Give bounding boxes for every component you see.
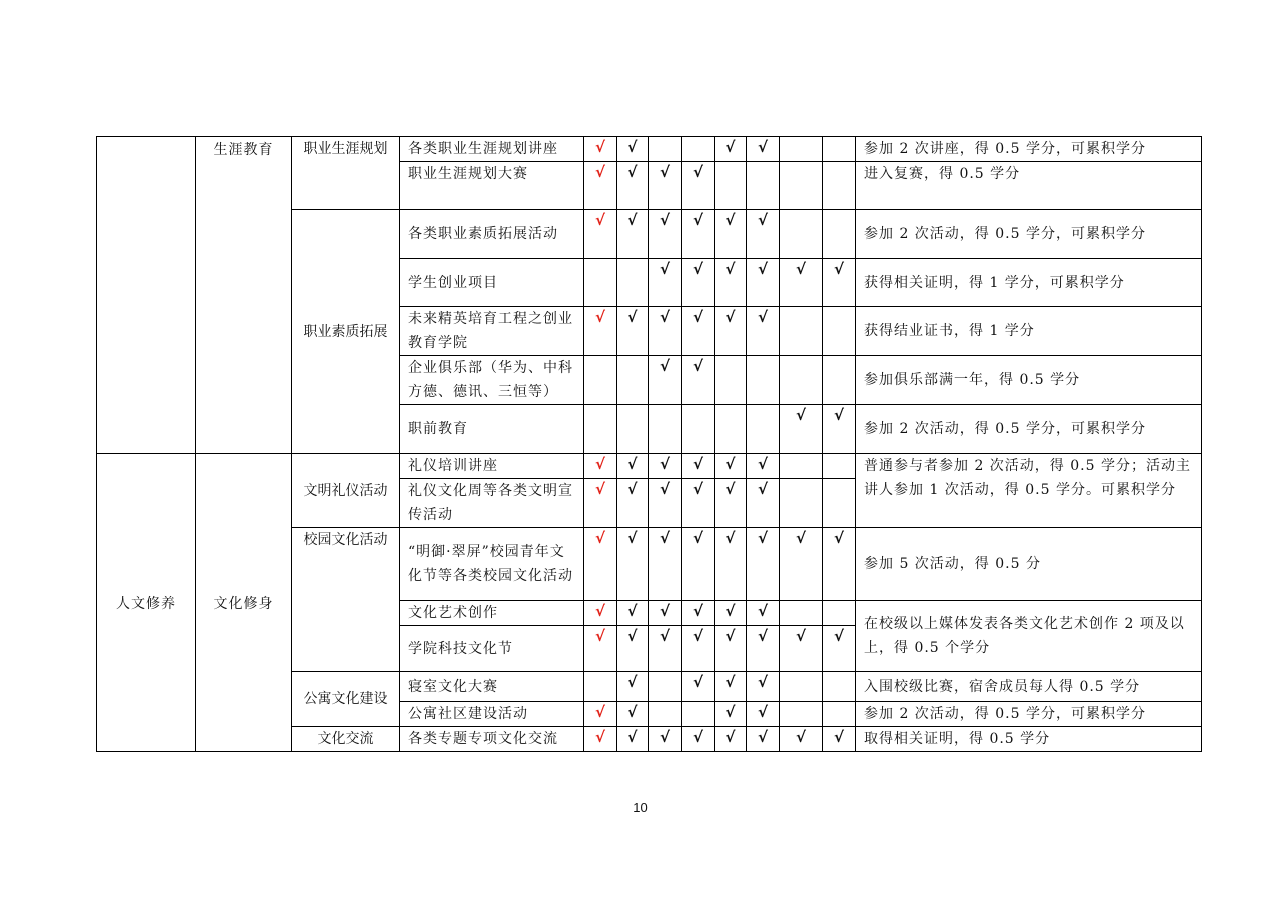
check-cell [823, 259, 856, 307]
check-mark-icon: √ [659, 308, 670, 326]
check-cell [682, 210, 715, 259]
check-cell [715, 479, 747, 528]
check-cell [584, 454, 617, 479]
check-mark-icon: √ [692, 308, 703, 326]
activity-item: 企业俱乐部（华为、中科方德、德讯、三恒等） [400, 356, 584, 405]
check-mark-icon: √ [833, 728, 844, 746]
category-level3-cell [292, 528, 400, 672]
check-mark-icon: √ [627, 138, 638, 156]
check-cell [780, 356, 823, 405]
check-cell [823, 528, 856, 601]
check-mark-icon: √ [757, 455, 768, 473]
check-mark-icon: √ [594, 529, 605, 547]
check-mark-icon: √ [692, 163, 703, 181]
check-mark-icon: √ [757, 627, 768, 645]
credit-rule: 获得结业证书，得 1 学分 [856, 307, 1202, 356]
check-mark-icon: √ [725, 703, 736, 721]
check-cell [823, 702, 856, 727]
check-cell [780, 528, 823, 601]
check-cell [584, 356, 617, 405]
activity-item: 职前教育 [400, 405, 584, 454]
check-mark-icon: √ [692, 480, 703, 498]
check-cell [780, 162, 823, 210]
check-mark-icon: √ [659, 480, 670, 498]
check-cell [780, 601, 823, 626]
check-cell [649, 137, 682, 162]
check-cell [823, 210, 856, 259]
check-cell [584, 626, 617, 672]
check-cell [584, 528, 617, 601]
check-mark-icon: √ [594, 627, 605, 645]
check-cell [584, 601, 617, 626]
check-mark-icon: √ [692, 529, 703, 547]
table-row [97, 137, 1202, 162]
check-cell [747, 137, 780, 162]
check-cell [715, 601, 747, 626]
check-cell [682, 672, 715, 702]
check-mark-icon: √ [692, 260, 703, 278]
check-cell [747, 454, 780, 479]
check-mark-icon: √ [725, 308, 736, 326]
check-cell [823, 626, 856, 672]
activity-item: 学院科技文化节 [400, 626, 584, 672]
credit-rule: 取得相关证明，得 0.5 学分 [856, 727, 1202, 752]
check-mark-icon: √ [627, 627, 638, 645]
check-cell [747, 405, 780, 454]
credit-rule: 普通参与者参加 2 次活动，得 0.5 学分；活动主讲人参加 1 次活动，得 0.5 学分。可累积学分 [856, 454, 1202, 528]
check-cell [682, 727, 715, 752]
check-mark-icon: √ [659, 455, 670, 473]
check-cell [682, 454, 715, 479]
check-cell [617, 307, 649, 356]
check-cell [780, 137, 823, 162]
category-level3-cell [292, 672, 400, 727]
check-cell [649, 210, 682, 259]
check-cell [617, 601, 649, 626]
check-cell [649, 162, 682, 210]
check-cell [823, 137, 856, 162]
check-cell [780, 210, 823, 259]
category-level3-cell [292, 210, 400, 454]
check-cell [780, 626, 823, 672]
category-level3-cell: 文明礼仪活动 [292, 454, 400, 528]
check-cell [747, 259, 780, 307]
check-mark-icon: √ [594, 728, 605, 746]
check-cell [823, 479, 856, 528]
check-cell [649, 479, 682, 528]
check-cell [715, 137, 747, 162]
check-mark-icon: √ [594, 703, 605, 721]
check-cell [617, 479, 649, 528]
check-cell [682, 702, 715, 727]
check-mark-icon: √ [627, 211, 638, 229]
check-cell [584, 307, 617, 356]
check-cell [747, 356, 780, 405]
check-cell [649, 626, 682, 672]
activity-item: 职业生涯规划大赛 [400, 162, 584, 210]
credit-rule: 进入复赛，得 0.5 学分 [856, 162, 1202, 210]
check-mark-icon: √ [627, 703, 638, 721]
check-cell [649, 672, 682, 702]
check-cell [715, 702, 747, 727]
check-mark-icon: √ [659, 728, 670, 746]
check-cell [682, 601, 715, 626]
check-cell [747, 672, 780, 702]
check-mark-icon: √ [725, 673, 736, 691]
check-mark-icon: √ [833, 627, 844, 645]
check-cell [682, 162, 715, 210]
check-mark-icon: √ [757, 703, 768, 721]
check-cell [617, 454, 649, 479]
check-cell [649, 307, 682, 356]
check-mark-icon: √ [833, 406, 844, 424]
category-level1-cell [97, 137, 196, 454]
check-mark-icon: √ [725, 455, 736, 473]
check-cell [715, 727, 747, 752]
check-cell [715, 672, 747, 702]
check-cell [780, 727, 823, 752]
check-cell [823, 727, 856, 752]
check-mark-icon: √ [757, 673, 768, 691]
check-mark-icon: √ [725, 728, 736, 746]
check-cell [682, 307, 715, 356]
category-level3-label: 校园文化活动 [303, 532, 388, 548]
check-mark-icon: √ [659, 627, 670, 645]
credit-rule: 参加俱乐部满一年，得 0.5 学分 [856, 356, 1202, 405]
check-cell [617, 528, 649, 601]
category-level3-label: 职业生涯规划 [303, 141, 388, 157]
check-cell [649, 405, 682, 454]
check-mark-icon: √ [757, 480, 768, 498]
check-mark-icon: √ [659, 211, 670, 229]
check-cell [584, 162, 617, 210]
check-mark-icon: √ [692, 357, 703, 375]
check-cell [682, 528, 715, 601]
activity-item: 公寓社区建设活动 [400, 702, 584, 727]
check-mark-icon: √ [594, 308, 605, 326]
check-mark-icon: √ [659, 529, 670, 547]
activity-item: 礼仪培训讲座 [400, 454, 584, 479]
credit-rule: 参加 2 次活动，得 0.5 学分，可累积学分 [856, 210, 1202, 259]
activity-item: 文化艺术创作 [400, 601, 584, 626]
category-level2-label: 生涯教育 [213, 142, 274, 158]
check-mark-icon: √ [725, 138, 736, 156]
check-cell [715, 626, 747, 672]
check-cell [823, 356, 856, 405]
check-mark-icon: √ [594, 163, 605, 181]
check-cell [649, 259, 682, 307]
category-level2-cell [196, 137, 292, 454]
check-mark-icon: √ [627, 163, 638, 181]
check-cell [617, 162, 649, 210]
check-cell [823, 454, 856, 479]
check-cell [780, 479, 823, 528]
check-mark-icon: √ [627, 308, 638, 326]
check-cell [747, 479, 780, 528]
check-mark-icon: √ [725, 602, 736, 620]
check-cell [649, 356, 682, 405]
check-mark-icon: √ [757, 138, 768, 156]
category-level3-label: 职业素质拓展 [303, 323, 388, 340]
check-mark-icon: √ [757, 728, 768, 746]
activity-item: 礼仪文化周等各类文明宣传活动 [400, 479, 584, 528]
check-cell [649, 454, 682, 479]
check-cell [747, 162, 780, 210]
activity-item: 各类职业生涯规划讲座 [400, 137, 584, 162]
check-mark-icon: √ [757, 602, 768, 620]
check-mark-icon: √ [627, 455, 638, 473]
check-cell [715, 259, 747, 307]
page-number: 10 [633, 800, 648, 815]
check-mark-icon: √ [795, 728, 806, 746]
check-cell [780, 702, 823, 727]
check-mark-icon: √ [757, 529, 768, 547]
check-cell [823, 601, 856, 626]
check-cell [682, 405, 715, 454]
credit-rule: 获得相关证明，得 1 学分，可累积学分 [856, 259, 1202, 307]
credit-rule: 参加 2 次活动，得 0.5 学分，可累积学分 [856, 702, 1202, 727]
check-mark-icon: √ [725, 211, 736, 229]
check-mark-icon: √ [594, 138, 605, 156]
check-cell [649, 702, 682, 727]
check-cell [617, 210, 649, 259]
credit-rule: 参加 2 次活动，得 0.5 学分，可累积学分 [856, 405, 1202, 454]
check-cell [715, 528, 747, 601]
credit-table [96, 136, 1202, 752]
check-cell [584, 259, 617, 307]
activity-item: 未来精英培育工程之创业教育学院 [400, 307, 584, 356]
check-mark-icon: √ [725, 627, 736, 645]
category-level3-cell: 文化交流 [292, 727, 400, 752]
category-level3-label: 公寓文化建设 [303, 691, 388, 707]
check-cell [617, 405, 649, 454]
check-mark-icon: √ [659, 357, 670, 375]
check-mark-icon: √ [757, 260, 768, 278]
check-mark-icon: √ [757, 211, 768, 229]
check-mark-icon: √ [692, 673, 703, 691]
check-mark-icon: √ [659, 260, 670, 278]
check-cell [715, 307, 747, 356]
check-mark-icon: √ [795, 627, 806, 645]
check-mark-icon: √ [692, 602, 703, 620]
check-cell [617, 259, 649, 307]
check-cell [584, 702, 617, 727]
check-cell [617, 727, 649, 752]
check-mark-icon: √ [692, 728, 703, 746]
check-cell [682, 626, 715, 672]
activity-item: 寝室文化大赛 [400, 672, 584, 702]
check-mark-icon: √ [594, 211, 605, 229]
check-cell [747, 528, 780, 601]
check-cell [715, 356, 747, 405]
activity-item: 学生创业项目 [400, 259, 584, 307]
check-cell [780, 259, 823, 307]
check-mark-icon: √ [627, 728, 638, 746]
check-cell [682, 259, 715, 307]
check-cell [780, 405, 823, 454]
check-mark-icon: √ [833, 529, 844, 547]
check-mark-icon: √ [725, 529, 736, 547]
check-cell [617, 356, 649, 405]
check-mark-icon: √ [594, 455, 605, 473]
check-cell [584, 137, 617, 162]
check-cell [747, 210, 780, 259]
check-cell [780, 672, 823, 702]
check-cell [780, 307, 823, 356]
check-cell [715, 405, 747, 454]
check-mark-icon: √ [594, 602, 605, 620]
check-cell [649, 528, 682, 601]
check-cell [617, 702, 649, 727]
check-mark-icon: √ [627, 529, 638, 547]
check-cell [584, 210, 617, 259]
check-cell [747, 601, 780, 626]
category-level3-cell [292, 137, 400, 210]
check-cell [682, 479, 715, 528]
check-cell [584, 727, 617, 752]
check-cell [823, 405, 856, 454]
category-level1-cell: 人文修养 [97, 454, 196, 752]
check-mark-icon: √ [692, 455, 703, 473]
check-mark-icon: √ [627, 480, 638, 498]
check-cell [584, 672, 617, 702]
check-mark-icon: √ [692, 627, 703, 645]
check-cell [823, 672, 856, 702]
check-mark-icon: √ [795, 529, 806, 547]
activity-item: 各类职业素质拓展活动 [400, 210, 584, 259]
check-mark-icon: √ [659, 602, 670, 620]
check-cell [584, 479, 617, 528]
activity-item: “明御·翠屏”校园青年文化节等各类校园文化活动 [400, 528, 584, 601]
check-mark-icon: √ [725, 260, 736, 278]
check-cell [715, 162, 747, 210]
check-cell [617, 626, 649, 672]
check-cell [715, 454, 747, 479]
check-mark-icon: √ [725, 480, 736, 498]
check-cell [747, 626, 780, 672]
credit-rule: 在校级以上媒体发表各类文化艺术创作 2 项及以上，得 0.5 个学分 [856, 601, 1202, 672]
check-cell [823, 162, 856, 210]
check-cell [715, 210, 747, 259]
check-cell [747, 727, 780, 752]
check-cell [617, 137, 649, 162]
check-mark-icon: √ [627, 673, 638, 691]
check-cell [682, 137, 715, 162]
check-cell [682, 356, 715, 405]
check-cell [780, 454, 823, 479]
check-mark-icon: √ [757, 308, 768, 326]
check-mark-icon: √ [833, 260, 844, 278]
check-cell [747, 702, 780, 727]
check-cell [617, 672, 649, 702]
check-mark-icon: √ [795, 260, 806, 278]
check-cell [823, 307, 856, 356]
credit-rule: 参加 5 次活动，得 0.5 分 [856, 528, 1202, 601]
table-row [97, 454, 1202, 479]
check-cell [584, 405, 617, 454]
credit-rule: 入围校级比赛，宿舍成员每人得 0.5 学分 [856, 672, 1202, 702]
category-level2-cell: 文化修身 [196, 454, 292, 752]
check-mark-icon: √ [659, 163, 670, 181]
check-mark-icon: √ [627, 602, 638, 620]
check-mark-icon: √ [692, 211, 703, 229]
check-cell [649, 727, 682, 752]
credit-rule: 参加 2 次讲座，得 0.5 学分，可累积学分 [856, 137, 1202, 162]
check-mark-icon: √ [594, 480, 605, 498]
activity-item: 各类专题专项文化交流 [400, 727, 584, 752]
check-cell [747, 307, 780, 356]
check-mark-icon: √ [795, 406, 806, 424]
check-cell [649, 601, 682, 626]
